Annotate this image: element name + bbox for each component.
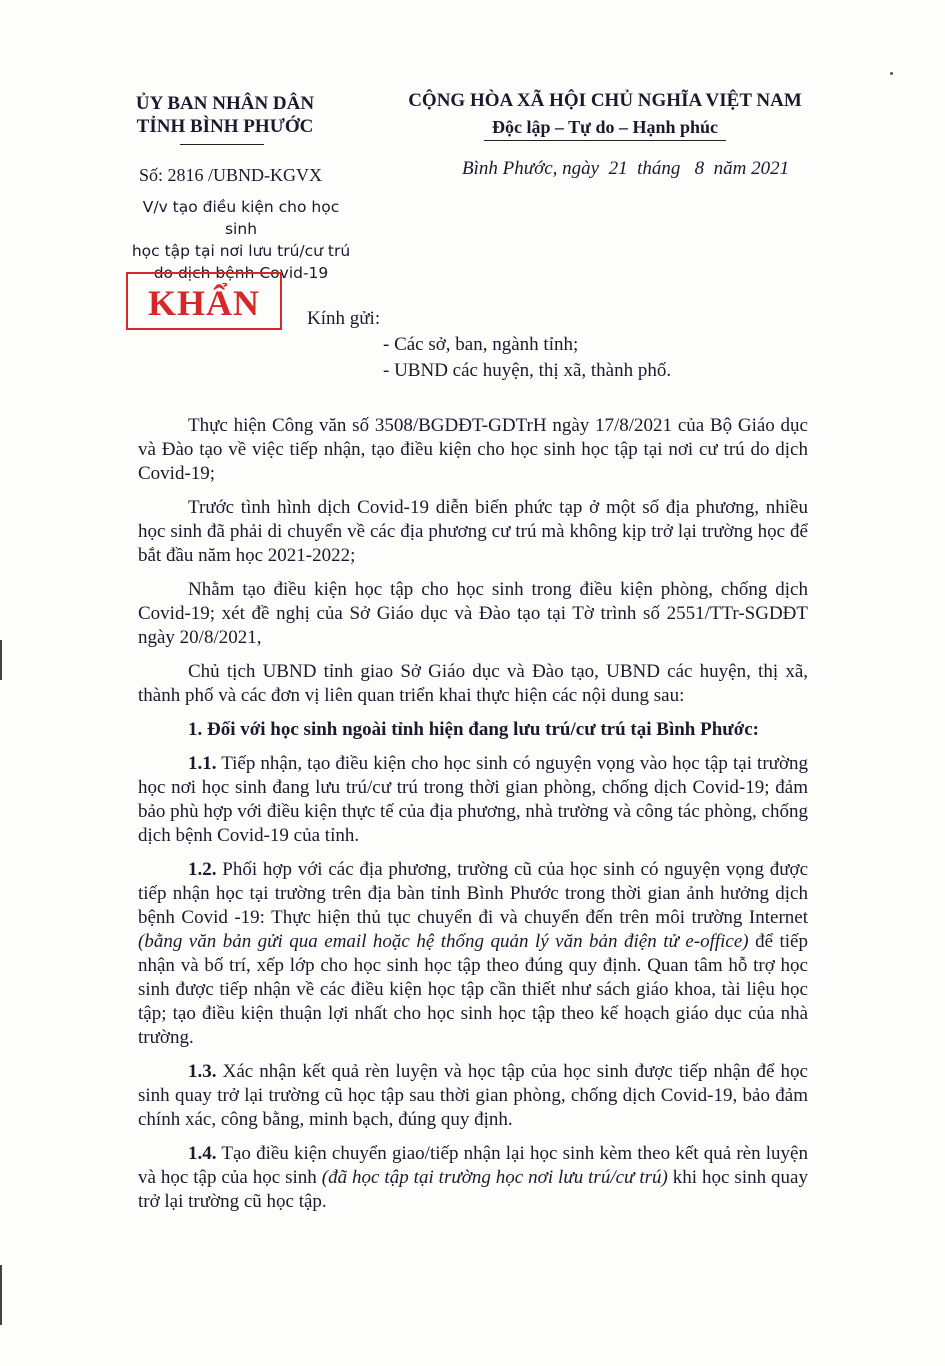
authority-underline — [180, 144, 264, 145]
item-1-2 — [138, 858, 808, 1050]
subject-summary — [130, 196, 352, 284]
item-1-2-number: 1.2. — [188, 859, 217, 880]
national-title: CỘNG HÒA XÃ HỘI CHỦ NGHĨA VIỆT NAM — [408, 90, 802, 111]
authority-line-1: ỦY BAN NHÂN DÂN — [135, 93, 315, 114]
paragraph-3: Nhằm tạo điều kiện học tập cho học sinh trong điều kiện phòng, chống dịch Covid-19; xét đề nghị của Sở Giáo dục và Đào tạo tại Tờ trình số 2551/TTr-SGDĐT ngày 20/8/2021, — [138, 579, 808, 648]
paragraph-1: Thực hiện Công văn số 3508/BGDĐT-GDTrH ngày 17/8/2021 của Bộ Giáo dục và Đào tạo về việc tiếp nhận, tạo điều kiện cho học sinh học tập tại nơi cư trú do dịch Covid-19; — [138, 415, 808, 484]
scan-speck — [890, 72, 893, 75]
scan-edge-mark — [0, 640, 2, 680]
issuing-authority — [110, 92, 340, 138]
document-body — [138, 414, 808, 1224]
recipient-list — [383, 332, 671, 384]
item-1-1-number: 1.1. — [188, 753, 217, 774]
item-1-3-text: Xác nhận kết quả rèn luyện và học tập của học sinh được tiếp nhận để học sinh quay trở lại trường cũ học tập sau thời gian phòng, chống dịch Covid-19, bảo đảm chính xác, công bằng, minh bạch, đúng quy định. — [138, 1061, 808, 1130]
subject-line-2: học tập tại nơi lưu trú/cư trú — [131, 242, 351, 260]
subject-line-1: V/v tạo điều kiện cho học sinh — [142, 198, 340, 238]
greeting: Kính gửi: — [307, 308, 381, 329]
item-1-4-number: 1.4. — [188, 1143, 217, 1164]
item-1-4-italic: (đã học tập tại trường học nơi lưu trú/cư trú) — [321, 1167, 668, 1188]
section-1-heading: 1. Đối với học sinh ngoài tỉnh hiện đang lưu trú/cư trú tại Bình Phước: — [188, 719, 759, 740]
paragraph-4: Chủ tịch UBND tỉnh giao Sở Giáo dục và Đào tạo, UBND các huyện, thị xã, thành phố và các đơn vị liên quan triển khai thực hiện các nội dung sau: — [138, 661, 808, 706]
scan-edge-mark — [0, 1265, 2, 1325]
document-number: Số: 2816 /UBND-KGVX — [139, 165, 323, 185]
authority-line-2: TỈNH BÌNH PHƯỚC — [136, 116, 314, 137]
national-header — [395, 88, 815, 140]
paragraph-2: Trước tình hình dịch Covid-19 diễn biến phức tạp ở một số địa phương, nhiều học sinh đã phải di chuyển về các địa phương cư trú mà không kịp trở lại trường học để bắt đầu năm học 2021-2022; — [138, 497, 808, 566]
item-1-3-number: 1.3. — [188, 1061, 217, 1082]
date-line: Bình Phước, ngày 21 tháng 8 năm 2021 — [462, 158, 790, 179]
item-1-2-text-a: Phối hợp với các địa phương, trường cũ của học sinh có nguyện vọng được tiếp nhận học tại trường trên địa bàn tỉnh Bình Phước trong thời gian ảnh hưởng dịch bệnh Covid -19: Thực hiện thủ tục chuyển đi và chuyển đến trên môi trường Internet — [138, 859, 808, 928]
recipient-item: - UBND các huyện, thị xã, thành phố. — [383, 360, 672, 381]
item-1-1 — [138, 752, 808, 848]
item-1-3 — [138, 1060, 808, 1132]
item-1-4 — [138, 1142, 808, 1214]
item-1-2-italic: (bằng văn bản gửi qua email hoặc hệ thống quản lý văn bản điện tử e-office) — [138, 931, 749, 952]
item-1-4-text-b: khi học sinh quay trở lại trường cũ học tập. — [138, 1167, 808, 1212]
item-1-2-text-b: để tiếp nhận và bố trí, xếp lớp cho học sinh học tập theo đúng quy định. Quan tâm hỗ trợ học sinh được tiếp nhận về các điều kiện học tập cần thiết như sách giáo khoa, tài liệu học tập; tạo điều kiện thuận lợi nhất cho học sinh học tập theo kế hoạch giáo dục của nhà trường. — [138, 931, 808, 1048]
recipient-item: - Các sở, ban, ngành tỉnh; — [383, 334, 579, 355]
national-motto: Độc lập – Tự do – Hạnh phúc — [491, 117, 719, 137]
subject-line-3: do dịch bệnh Covid-19 — [153, 264, 329, 282]
urgent-stamp: KHẨN — [126, 272, 282, 330]
motto-underline — [484, 140, 726, 141]
item-1-1-text: Tiếp nhận, tạo điều kiện cho học sinh có nguyện vọng vào học tập tại trường học nơi học sinh đang lưu trú/cư trú trong thời gian phòng, chống dịch Covid-19; đảm bảo phù hợp với điều kiện thực tế của địa phương, nhà trường và công tác phòng, chống dịch bệnh Covid-19 của tỉnh. — [138, 753, 808, 846]
item-1-4-text-a: Tạo điều kiện chuyển giao/tiếp nhận lại học sinh kèm theo kết quả rèn luyện và học tập của học sinh — [138, 1143, 808, 1188]
